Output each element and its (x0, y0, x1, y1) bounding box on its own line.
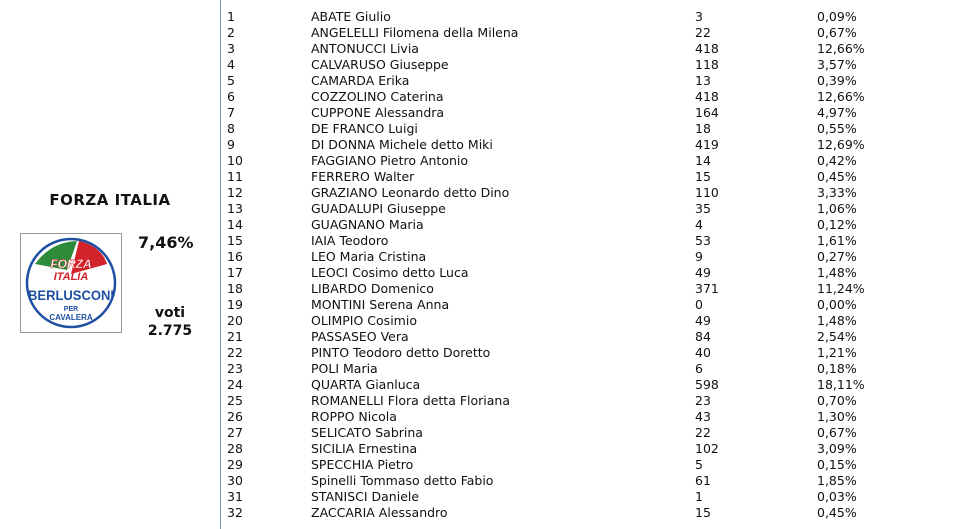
candidate-votes: 3 (695, 9, 703, 24)
table-row (227, 281, 897, 297)
candidate-name: LEO Maria Cristina (311, 249, 427, 264)
candidate-number: 10 (227, 153, 243, 168)
candidate-votes: 53 (695, 233, 711, 248)
table-row (227, 153, 897, 169)
candidate-number: 28 (227, 441, 243, 456)
candidate-percent: 1,48% (817, 313, 857, 328)
candidate-name: SELICATO Sabrina (311, 425, 423, 440)
candidate-votes: 18 (695, 121, 711, 136)
candidate-votes: 15 (695, 169, 711, 184)
candidate-percent: 3,33% (817, 185, 857, 200)
candidate-percent: 0,00% (817, 297, 857, 312)
candidate-number: 30 (227, 473, 243, 488)
candidate-name: PASSASEO Vera (311, 329, 409, 344)
candidate-number: 22 (227, 345, 243, 360)
table-row (227, 393, 897, 409)
candidate-votes: 164 (695, 105, 719, 120)
candidate-percent: 0,27% (817, 249, 857, 264)
logo-forza: FORZA (50, 257, 92, 271)
candidate-number: 13 (227, 201, 243, 216)
table-row (227, 105, 897, 121)
votes-label: voti (154, 305, 186, 321)
party-logo (20, 233, 122, 333)
table-row (227, 377, 897, 393)
candidate-number: 1 (227, 9, 235, 24)
table-row (227, 73, 897, 89)
candidate-number: 31 (227, 489, 243, 504)
candidate-percent: 11,24% (817, 281, 865, 296)
candidate-number: 17 (227, 265, 243, 280)
candidate-votes: 14 (695, 153, 711, 168)
candidate-votes: 5 (695, 457, 703, 472)
table-row (227, 297, 897, 313)
candidate-number: 26 (227, 409, 243, 424)
table-row (227, 313, 897, 329)
table-row (227, 473, 897, 489)
candidate-name: DE FRANCO Luigi (311, 121, 418, 136)
candidate-votes: 35 (695, 201, 711, 216)
candidate-percent: 0,39% (817, 73, 857, 88)
candidate-votes: 598 (695, 377, 719, 392)
candidate-name: ABATE Giulio (311, 9, 391, 24)
candidate-name: SICILIA Ernestina (311, 441, 418, 456)
candidate-votes: 43 (695, 409, 711, 424)
candidate-name: ZACCARIA Alessandro (311, 505, 448, 520)
party-name: FORZA ITALIA (49, 191, 171, 209)
votes-total: 2.775 (147, 323, 193, 339)
candidate-number: 11 (227, 169, 243, 184)
candidate-votes: 419 (695, 137, 719, 152)
candidate-number: 2 (227, 25, 235, 40)
candidate-percent: 3,09% (817, 441, 857, 456)
candidate-name: OLIMPIO Cosimio (311, 313, 417, 328)
candidate-number: 18 (227, 281, 243, 296)
candidate-number: 4 (227, 57, 235, 72)
candidate-number: 23 (227, 361, 243, 376)
table-row (227, 457, 897, 473)
candidate-votes: 6 (695, 361, 703, 376)
candidate-percent: 1,48% (817, 265, 857, 280)
candidate-votes: 22 (695, 25, 711, 40)
candidate-votes: 84 (695, 329, 711, 344)
column-divider (220, 0, 221, 529)
candidate-percent: 3,57% (817, 57, 857, 72)
candidate-votes: 49 (695, 265, 711, 280)
candidate-number: 32 (227, 505, 243, 520)
candidate-percent: 0,03% (817, 489, 857, 504)
candidate-number: 5 (227, 73, 235, 88)
candidate-name: MONTINI Serena Anna (311, 297, 450, 312)
candidates-table (227, 9, 897, 521)
candidate-votes: 49 (695, 313, 711, 328)
candidate-name: LIBARDO Domenico (311, 281, 434, 296)
table-row (227, 169, 897, 185)
candidate-number: 27 (227, 425, 243, 440)
candidate-percent: 1,30% (817, 409, 857, 424)
table-row (227, 57, 897, 73)
candidate-votes: 61 (695, 473, 711, 488)
table-row (227, 345, 897, 361)
table-row (227, 489, 897, 505)
candidate-name: PINTO Teodoro detto Doretto (311, 345, 491, 360)
table-row (227, 505, 897, 521)
logo-per: PER (63, 306, 79, 313)
candidate-name: STANISCI Daniele (311, 489, 420, 504)
forza-italia-logo-icon (21, 234, 121, 332)
party-percent: 7,46% (138, 233, 194, 252)
candidate-number: 8 (227, 121, 235, 136)
table-row (227, 89, 897, 105)
candidate-votes: 118 (695, 57, 719, 72)
table-row (227, 441, 897, 457)
candidates-table-body (227, 9, 897, 521)
table-row (227, 201, 897, 217)
candidate-name: COZZOLINO Caterina (311, 89, 444, 104)
candidate-name: SPECCHIA Pietro (311, 457, 414, 472)
candidate-votes: 0 (695, 297, 703, 312)
candidate-votes: 22 (695, 425, 711, 440)
table-row (227, 9, 897, 25)
logo-berlusconi: BERLUSCONI (28, 287, 114, 303)
candidate-number: 25 (227, 393, 243, 408)
candidate-percent: 0,67% (817, 425, 857, 440)
candidate-number: 12 (227, 185, 243, 200)
candidate-votes: 102 (695, 441, 719, 456)
candidate-number: 14 (227, 217, 243, 232)
candidate-percent: 1,06% (817, 201, 857, 216)
candidate-votes: 15 (695, 505, 711, 520)
candidate-percent: 0,45% (817, 505, 857, 520)
candidate-percent: 0,70% (817, 393, 857, 408)
candidate-percent: 0,09% (817, 9, 857, 24)
candidate-number: 16 (227, 249, 243, 264)
table-row (227, 425, 897, 441)
logo-cavalera: CAVALERA (49, 313, 93, 322)
candidate-percent: 0,45% (817, 169, 857, 184)
candidate-percent: 1,61% (817, 233, 857, 248)
table-row (227, 121, 897, 137)
table-row (227, 185, 897, 201)
candidate-name: CUPPONE Alessandra (311, 105, 445, 120)
candidate-name: Spinelli Tommaso detto Fabio (311, 473, 494, 488)
candidate-number: 7 (227, 105, 235, 120)
table-row (227, 41, 897, 57)
table-row (227, 329, 897, 345)
candidate-percent: 0,42% (817, 153, 857, 168)
candidate-percent: 0,15% (817, 457, 857, 472)
candidate-percent: 1,21% (817, 345, 857, 360)
candidate-number: 20 (227, 313, 243, 328)
candidate-percent: 2,54% (817, 329, 857, 344)
candidate-name: GUAGNANO Maria (311, 217, 424, 232)
candidate-number: 3 (227, 41, 235, 56)
candidate-name: GUADALUPI Giuseppe (311, 201, 446, 216)
logo-italia: ITALIA (53, 271, 89, 283)
candidate-votes: 418 (695, 41, 719, 56)
candidate-name: CAMARDA Erika (311, 73, 410, 88)
table-row (227, 233, 897, 249)
candidate-number: 6 (227, 89, 235, 104)
candidate-name: DI DONNA Michele detto Miki (311, 137, 493, 152)
candidate-percent: 4,97% (817, 105, 857, 120)
candidate-number: 9 (227, 137, 235, 152)
candidate-name: ROPPO Nicola (311, 409, 397, 424)
candidate-percent: 18,11% (817, 377, 865, 392)
table-row (227, 25, 897, 41)
candidate-name: FERRERO Walter (311, 169, 415, 184)
candidate-name: GRAZIANO Leonardo detto Dino (311, 185, 510, 200)
candidate-number: 19 (227, 297, 243, 312)
table-row (227, 265, 897, 281)
candidate-name: FAGGIANO Pietro Antonio (311, 153, 469, 168)
candidate-votes: 13 (695, 73, 711, 88)
candidate-votes: 40 (695, 345, 711, 360)
candidate-percent: 12,66% (817, 89, 865, 104)
table-row (227, 217, 897, 233)
candidate-name: ANGELELLI Filomena della Milena (311, 25, 519, 40)
table-row (227, 137, 897, 153)
candidate-number: 21 (227, 329, 243, 344)
table-row (227, 361, 897, 377)
candidate-votes: 1 (695, 489, 703, 504)
candidate-name: POLI Maria (311, 361, 378, 376)
candidate-votes: 418 (695, 89, 719, 104)
candidate-name: ANTONUCCI Livia (311, 41, 419, 56)
candidate-name: IAIA Teodoro (311, 233, 389, 248)
candidate-percent: 0,12% (817, 217, 857, 232)
candidate-number: 29 (227, 457, 243, 472)
candidate-name: CALVARUSO Giuseppe (311, 57, 449, 72)
candidate-votes: 9 (695, 249, 703, 264)
candidate-name: QUARTA Gianluca (311, 377, 421, 392)
candidate-number: 15 (227, 233, 243, 248)
candidate-name: ROMANELLI Flora detta Floriana (311, 393, 511, 408)
candidate-percent: 12,69% (817, 137, 865, 152)
candidate-percent: 0,18% (817, 361, 857, 376)
candidate-votes: 110 (695, 185, 719, 200)
candidate-number: 24 (227, 377, 243, 392)
party-votes-block (140, 304, 200, 340)
candidate-votes: 23 (695, 393, 711, 408)
candidate-name: LEOCI Cosimo detto Luca (311, 265, 469, 280)
candidate-percent: 0,55% (817, 121, 857, 136)
candidate-percent: 1,85% (817, 473, 857, 488)
table-row (227, 249, 897, 265)
candidate-percent: 12,66% (817, 41, 865, 56)
candidate-percent: 0,67% (817, 25, 857, 40)
candidate-votes: 371 (695, 281, 719, 296)
candidate-votes: 4 (695, 217, 703, 232)
table-row (227, 409, 897, 425)
